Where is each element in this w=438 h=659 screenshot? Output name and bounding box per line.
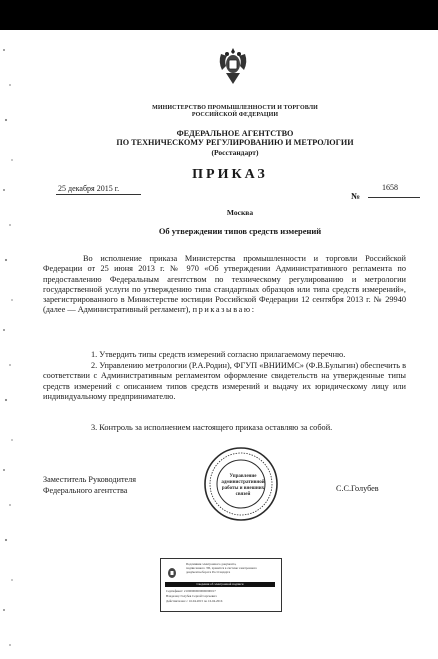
ministry-name: МИНИСТЕРСТВО ПРОМЫШЛЕННОСТИ И ТОРГОВЛИ (152, 105, 318, 111)
order-item-3: 3. Контроль за исполнением настоящего приказа оставляю за собой. (91, 423, 333, 432)
coat-of-arms-icon (215, 44, 251, 90)
seal-text: Управление (229, 474, 257, 479)
validity-line: Действителен: с 16.04.2015 по 16.04.2016 (166, 599, 223, 603)
document-subject: Об утверждении типов средств измерений (158, 226, 322, 236)
ministry-country: РОССИЙСКОЙ ФЕДЕРАЦИИ (191, 112, 279, 118)
number-underline (368, 197, 420, 198)
order-item-1: 1. Утвердить типы средств измерений согласно прилагаемому перечню. (91, 350, 346, 359)
signer-title: Заместитель Руководителя (43, 475, 137, 484)
date-underline (56, 194, 141, 195)
owner-line: Владелец: Голубев Сергей Сергеевич (166, 594, 217, 598)
seal-text-3: работы и внешних (221, 486, 265, 491)
order-word: приказываю: (192, 305, 256, 315)
stamp-note-2: подписанного ЭП, хранится в системе электронного (186, 566, 257, 570)
document-number: 1658 (382, 183, 398, 192)
stamp-note: Подлинник электронного документа, (186, 562, 237, 566)
document-type-title: ПРИКАЗ (192, 167, 268, 182)
document-date: 25 декабря 2015 г. (58, 184, 120, 193)
seal-text-4: связей (235, 492, 251, 497)
signer-title-2: Федерального агентства (43, 486, 128, 495)
stamp-emblem-icon (166, 566, 178, 580)
agency-short-name: (Росстандарт) (211, 148, 259, 157)
certificate-line: Сертификат: 21000000000000000017 (166, 589, 216, 593)
number-sign: № (351, 191, 361, 201)
agency-name: ФЕДЕРАЛЬНОЕ АГЕНТСТВО (176, 129, 294, 138)
preamble-text: Во исполнение приказа Министерства промышленности и торговли Российской Федерации от 25 июня 2013 г. № 970 «Об утверждении Административного регламента по предоставлению Федеральным агентством по техническому регулированию и метрологии государственной услуги по утверждению типа стандартных образцов или типа средств измерений», зарегистрированного в Министерстве юстиции Российской Федерации 12 сентября 2013 г. № 29940 (далее — Административный регламент), (43, 254, 406, 315)
stamp-header-text: Сведения об электронной подписи (196, 582, 244, 586)
seal-text-2: административной (221, 480, 265, 485)
stamp-note-3: документооборота Росстандарта (186, 570, 231, 574)
signer-name: С.С.Голубев (336, 484, 379, 493)
document-city: Москва (226, 208, 254, 217)
agency-name-2: ПО ТЕХНИЧЕСКОМУ РЕГУЛИРОВАНИЮ И МЕТРОЛОГИИ (116, 138, 354, 147)
order-item-2: 2. Управлению метрологии (Р.А.Родин), ФГУП «ВНИИМС» (Ф.В.Булыгин) обеспечить в соответствии с Административным регламентом оформление свидетельств на утвержденные типы средств измерений с описанием типов средств измерений и выдачу их юридическому лицу или индивидуальному предпринимателю. (43, 361, 406, 401)
preamble-paragraph (43, 254, 406, 316)
